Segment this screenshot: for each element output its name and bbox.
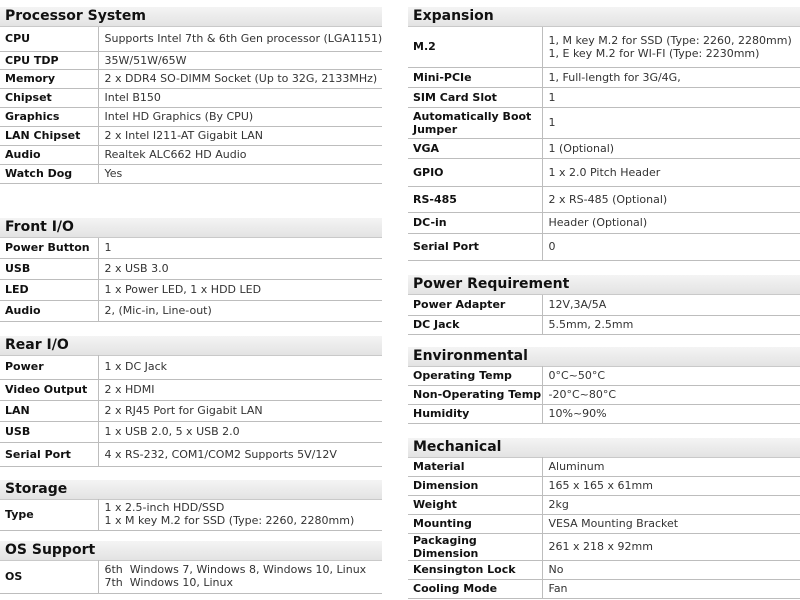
section-title: Mechanical xyxy=(413,439,502,455)
spec-value xyxy=(98,51,382,69)
spec-value-text: 1 x 2.0 Pitch Header xyxy=(548,165,661,179)
spec-value-text: 2 x Intel I211-AT Gigabit LAN xyxy=(104,129,263,142)
section-title: Power Requirement xyxy=(413,276,570,292)
spec-value xyxy=(98,238,382,258)
spec-value xyxy=(98,499,382,530)
spec-table-rear-i-o xyxy=(0,355,382,467)
spec-value xyxy=(542,186,800,212)
spec-label: DC Jack xyxy=(408,315,542,334)
spec-row xyxy=(0,107,382,126)
spec-value xyxy=(542,107,800,138)
spec-label: Serial Port xyxy=(0,442,98,466)
spec-value xyxy=(98,355,382,379)
spec-row xyxy=(0,164,382,183)
spec-label: Power Button xyxy=(0,238,98,258)
spec-table-expansion xyxy=(408,27,800,261)
spec-value-text: 0°C~50°C xyxy=(548,368,606,382)
spec-value xyxy=(542,560,800,579)
spec-row xyxy=(408,404,800,423)
spec-value xyxy=(542,315,800,334)
spec-value-text: 35W/51W/65W xyxy=(104,53,187,67)
spec-row xyxy=(408,67,800,87)
spec-value xyxy=(542,404,800,423)
spec-value-text: 2 x DDR4 SO-DIMM Socket (Up to 32G, 2133MHz) xyxy=(104,72,378,85)
spec-value-text: 2 x USB 3.0 xyxy=(104,262,169,275)
spec-value-text: 1 (Optional) xyxy=(548,141,615,155)
spec-row xyxy=(408,158,800,186)
spec-value-text: Realtek ALC662 HD Audio xyxy=(104,148,247,161)
spec-row xyxy=(0,126,382,145)
spec-row xyxy=(408,186,800,212)
spec-value-text: VESA Mounting Bracket xyxy=(548,517,679,530)
spec-row xyxy=(0,560,382,593)
section-header-os-support xyxy=(0,541,382,561)
spec-value-text: 0 xyxy=(548,240,556,253)
spec-row xyxy=(0,400,382,421)
spec-value-text: 1 xyxy=(548,116,556,129)
spec-label: Dimension xyxy=(408,476,542,495)
spec-value-text: Supports Intel 7th & 6th Gen processor (LGA1151) xyxy=(104,32,382,46)
spec-label: Mounting xyxy=(408,514,542,533)
spec-label: Kensington Lock xyxy=(408,560,542,579)
spec-value-text: 2 x RJ45 Port for Gigabit LAN xyxy=(104,404,263,417)
spec-row xyxy=(408,457,800,476)
spec-row xyxy=(408,138,800,158)
spec-label: M.2 xyxy=(408,27,542,67)
spec-label: Non-Operating Temp xyxy=(408,385,542,404)
spec-value xyxy=(98,442,382,466)
spec-label: Serial Port xyxy=(408,233,542,260)
spec-value-text: No xyxy=(548,563,564,576)
spec-row xyxy=(0,442,382,466)
spec-value-text: Intel HD Graphics (By CPU) xyxy=(104,110,254,123)
spec-row xyxy=(408,27,800,67)
spec-table-environmental xyxy=(408,366,800,424)
spec-label: Cooling Mode xyxy=(408,579,542,598)
section-title: Environmental xyxy=(413,348,528,364)
spec-row xyxy=(0,279,382,300)
spec-label: RS-485 xyxy=(408,186,542,212)
spec-row xyxy=(408,107,800,138)
spec-label: USB xyxy=(0,258,98,279)
spec-label: Weight xyxy=(408,495,542,514)
spec-row xyxy=(408,579,800,598)
spec-row xyxy=(408,495,800,514)
section-header-mechanical xyxy=(408,438,800,458)
spec-row xyxy=(0,300,382,321)
spec-value-text: 5.5mm, 2.5mm xyxy=(548,318,634,331)
spec-row xyxy=(0,51,382,69)
spec-label: Graphics xyxy=(0,107,98,126)
spec-label: Power Adapter xyxy=(408,295,542,315)
spec-row xyxy=(0,499,382,530)
section-title: OS Support xyxy=(5,542,96,558)
spec-table-processor-system xyxy=(0,27,382,184)
spec-label: LAN xyxy=(0,400,98,421)
spec-row xyxy=(408,295,800,315)
spec-label: Automatically Boot Jumper xyxy=(408,107,542,138)
spec-value xyxy=(542,138,800,158)
spec-value xyxy=(98,421,382,442)
spec-label: SIM Card Slot xyxy=(408,87,542,107)
section-title: Processor System xyxy=(5,8,146,24)
spec-row xyxy=(0,145,382,164)
spec-value xyxy=(98,107,382,126)
spec-label: Mini-PCIe xyxy=(408,67,542,87)
spec-value xyxy=(542,476,800,495)
spec-row xyxy=(408,476,800,495)
section-header-rear-i-o xyxy=(0,336,382,356)
spec-value xyxy=(98,145,382,164)
spec-value xyxy=(542,514,800,533)
spec-row xyxy=(0,421,382,442)
spec-table-mechanical xyxy=(408,457,800,599)
spec-value xyxy=(542,233,800,260)
spec-row xyxy=(408,212,800,233)
spec-row xyxy=(0,355,382,379)
spec-table-power-requirement xyxy=(408,295,800,335)
spec-value-text: 4 x RS-232, COM1/COM2 Supports 5V/12V xyxy=(104,447,337,461)
spec-label: Watch Dog xyxy=(0,164,98,183)
spec-value-text: Fan xyxy=(548,582,568,595)
spec-value-text: 2 x HDMI xyxy=(104,383,155,396)
spec-row xyxy=(0,88,382,107)
spec-label: GPIO xyxy=(408,158,542,186)
spec-value xyxy=(98,379,382,400)
spec-value xyxy=(98,560,382,593)
spec-value-text: 1 x USB 2.0, 5 x USB 2.0 xyxy=(104,425,240,438)
spec-value xyxy=(98,164,382,183)
spec-label: Packaging Dimension xyxy=(408,533,542,560)
spec-label: LAN Chipset xyxy=(0,126,98,145)
spec-value xyxy=(98,27,382,51)
spec-row xyxy=(408,385,800,404)
spec-row xyxy=(408,366,800,385)
spec-label: VGA xyxy=(408,138,542,158)
spec-table-os-support xyxy=(0,560,382,594)
spec-table-front-i-o xyxy=(0,238,382,322)
spec-value xyxy=(542,533,800,560)
spec-row xyxy=(0,379,382,400)
spec-value xyxy=(98,279,382,300)
spec-value-text: 2kg xyxy=(548,498,569,511)
spec-value xyxy=(98,258,382,279)
spec-value xyxy=(542,495,800,514)
spec-value xyxy=(98,400,382,421)
section-header-expansion xyxy=(408,7,800,27)
section-title: Expansion xyxy=(413,8,494,24)
spec-value xyxy=(98,126,382,145)
spec-label: Memory xyxy=(0,69,98,88)
spec-row xyxy=(408,233,800,260)
spec-value-text: Intel B150 xyxy=(104,91,161,104)
spec-value xyxy=(542,295,800,315)
spec-row xyxy=(408,514,800,533)
spec-value-text: Aluminum xyxy=(548,459,605,473)
spec-value-text: Header (Optional) xyxy=(548,216,648,229)
spec-value xyxy=(542,87,800,107)
spec-value-text: 10%~90% xyxy=(548,407,607,420)
spec-label: OS xyxy=(0,560,98,593)
spec-label: Audio xyxy=(0,145,98,164)
spec-value xyxy=(542,457,800,476)
spec-value-text: 12V,3A/5A xyxy=(548,298,607,312)
spec-value xyxy=(98,88,382,107)
spec-value-text: 1 x Power LED, 1 x HDD LED xyxy=(104,283,262,296)
spec-row xyxy=(408,560,800,579)
spec-label: LED xyxy=(0,279,98,300)
section-title: Storage xyxy=(5,481,68,497)
spec-value xyxy=(542,212,800,233)
spec-row xyxy=(408,533,800,560)
spec-row xyxy=(408,87,800,107)
spec-value-text: 2, (Mic-in, Line-out) xyxy=(104,304,212,317)
spec-value xyxy=(542,67,800,87)
spec-value xyxy=(98,300,382,321)
spec-value-text: 1, Full-length for 3G/4G, xyxy=(548,70,681,84)
spec-label: Material xyxy=(408,457,542,476)
section-title: Front I/O xyxy=(5,219,74,235)
spec-value-text: Yes xyxy=(104,167,123,180)
spec-value xyxy=(98,69,382,88)
spec-value-text: 2 x RS-485 (Optional) xyxy=(548,192,668,206)
spec-label: Operating Temp xyxy=(408,366,542,385)
section-header-storage xyxy=(0,480,382,500)
spec-value-text: 1 xyxy=(548,90,556,104)
spec-label: Audio xyxy=(0,300,98,321)
spec-value xyxy=(542,366,800,385)
spec-row xyxy=(0,69,382,88)
spec-label: Humidity xyxy=(408,404,542,423)
section-header-power-requirement xyxy=(408,275,800,295)
spec-row xyxy=(0,238,382,258)
section-header-front-i-o xyxy=(0,218,382,238)
spec-row xyxy=(0,27,382,51)
section-header-processor-system xyxy=(0,7,382,27)
spec-value xyxy=(542,27,800,67)
spec-value-text: -20°C~80°C xyxy=(548,388,617,401)
spec-value-text: 165 x 165 x 61mm xyxy=(548,479,653,492)
spec-value xyxy=(542,579,800,598)
spec-value xyxy=(542,385,800,404)
spec-value-text: 1 x DC Jack xyxy=(104,360,168,374)
spec-value xyxy=(542,158,800,186)
section-title: Rear I/O xyxy=(5,337,69,353)
spec-row xyxy=(408,315,800,334)
spec-label: Chipset xyxy=(0,88,98,107)
spec-label: DC-in xyxy=(408,212,542,233)
spec-value-text: 1 x 2.5-inch HDD/SSD 1 x M key M.2 for SSD (Type: 2260, 2280mm) xyxy=(104,501,355,528)
spec-value-text: 1 xyxy=(104,241,112,255)
spec-value-text: 6th Windows 7, Windows 8, Windows 10, Linux 7th Windows 10, Linux xyxy=(104,563,367,590)
spec-label: CPU xyxy=(0,27,98,51)
section-header-environmental xyxy=(408,347,800,367)
spec-value-text: 261 x 218 x 92mm xyxy=(548,540,653,553)
spec-row xyxy=(0,258,382,279)
spec-label: Video Output xyxy=(0,379,98,400)
spec-label: Type xyxy=(0,499,98,530)
spec-label: Power xyxy=(0,355,98,379)
spec-label: USB xyxy=(0,421,98,442)
spec-label: CPU TDP xyxy=(0,51,98,69)
spec-table-storage xyxy=(0,499,382,531)
spec-value-text: 1, M key M.2 for SSD (Type: 2260, 2280mm) 1, E key M.2 for WI-FI (Type: 2230mm) xyxy=(548,33,792,60)
